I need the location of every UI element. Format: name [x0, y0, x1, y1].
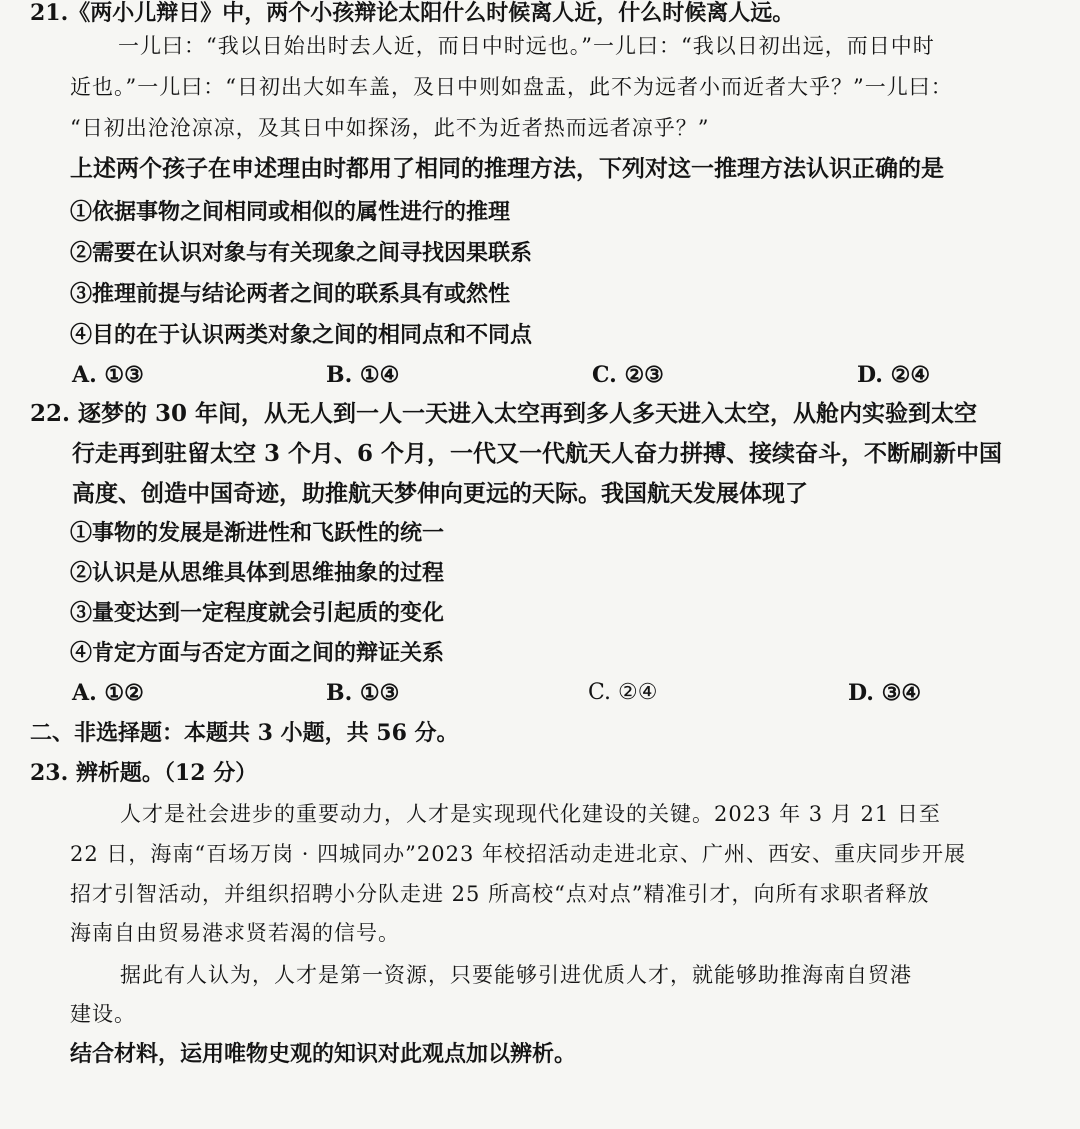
q23-view-line-1: 据此有人认为，人才是第一资源，只要能够引进优质人才，就能够助推海南自贸港: [120, 963, 912, 987]
q21-option-b: B. ①④: [326, 362, 400, 388]
q23-material-line-1: 人才是社会进步的重要动力，人才是实现现代化建设的关键。2023 年 3 月 21 日至: [120, 802, 941, 826]
q23-title: 23. 辨析题。（12 分）: [30, 760, 258, 786]
q23-task: 结合材料，运用唯物史观的知识对此观点加以辨析。: [70, 1041, 577, 1067]
q21-option-c: C. ②③: [592, 362, 664, 388]
q23-material-line-3: 招才引智活动，并组织招聘小分队走进 25 所高校“点对点”精准引才，向所有求职者释放: [70, 882, 930, 906]
q22-item-4: ④肯定方面与否定方面之间的辩证关系: [70, 640, 445, 666]
q22-item-2: ②认识是从思维具体到思维抽象的过程: [70, 560, 445, 586]
q21-passage-line-3: “日初出沧沧凉凉，及其日中如探汤，此不为近者热而远者凉乎？”: [70, 116, 710, 140]
q21-passage-line-1: 一儿曰：“我以日始出时去人近，而日中时远也。”一儿曰：“我以日初出远，而日中时: [118, 34, 935, 58]
q22-item-1: ①事物的发展是渐进性和飞跃性的统一: [70, 520, 445, 546]
q22-option-a: A. ①②: [72, 680, 144, 706]
q21-stem: 21.《两小儿辩日》中，两个小孩辩论太阳什么时候离人近，什么时候离人远。: [30, 0, 795, 26]
q23-material-line-4: 海南自由贸易港求贤若渴的信号。: [70, 921, 400, 945]
q22-stem-line-2: 行走再到驻留太空 3 个月、6 个月，一代又一代航天人奋力拼搏、接续奋斗，不断刷新中国: [72, 440, 1003, 467]
q21-option-d: D. ②④: [857, 362, 931, 388]
q21-option-a: A. ①③: [72, 362, 144, 388]
q21-item-4: ④目的在于认识两类对象之间的相同点和不同点: [70, 322, 533, 348]
q23-view-line-2: 建设。: [70, 1002, 136, 1026]
section-heading: 二、非选择题：本题共 3 小题，共 56 分。: [30, 720, 459, 746]
q22-option-c: C. ②④: [588, 680, 658, 705]
q22-option-d: D. ③④: [848, 680, 922, 706]
q21-item-1: ①依据事物之间相同或相似的属性进行的推理: [70, 199, 511, 225]
q21-question: 上述两个孩子在申述理由时都用了相同的推理方法，下列对这一推理方法认识正确的是: [70, 155, 944, 182]
q22-stem-line-1: 22. 逐梦的 30 年间，从无人到一人一天进入太空再到多人多天进入太空，从舱内实验到太空: [30, 400, 978, 427]
q21-passage-line-2: 近也。”一儿曰：“日初出大如车盖，及日中则如盘盂，此不为远者小而近者大乎？”一儿曰：: [70, 75, 953, 99]
q22-option-b: B. ①③: [326, 680, 400, 706]
q22-stem-line-3: 高度、创造中国奇迹，助推航天梦伸向更远的天际。我国航天发展体现了: [72, 480, 808, 507]
q23-material-line-2: 22 日，海南“百场万岗 · 四城同办”2023 年校招活动走进北京、广州、西安、重庆同步开展: [70, 842, 967, 866]
q22-item-3: ③量变达到一定程度就会引起质的变化: [70, 600, 445, 626]
q21-item-2: ②需要在认识对象与有关现象之间寻找因果联系: [70, 240, 533, 266]
q21-item-3: ③推理前提与结论两者之间的联系具有或然性: [70, 281, 511, 307]
